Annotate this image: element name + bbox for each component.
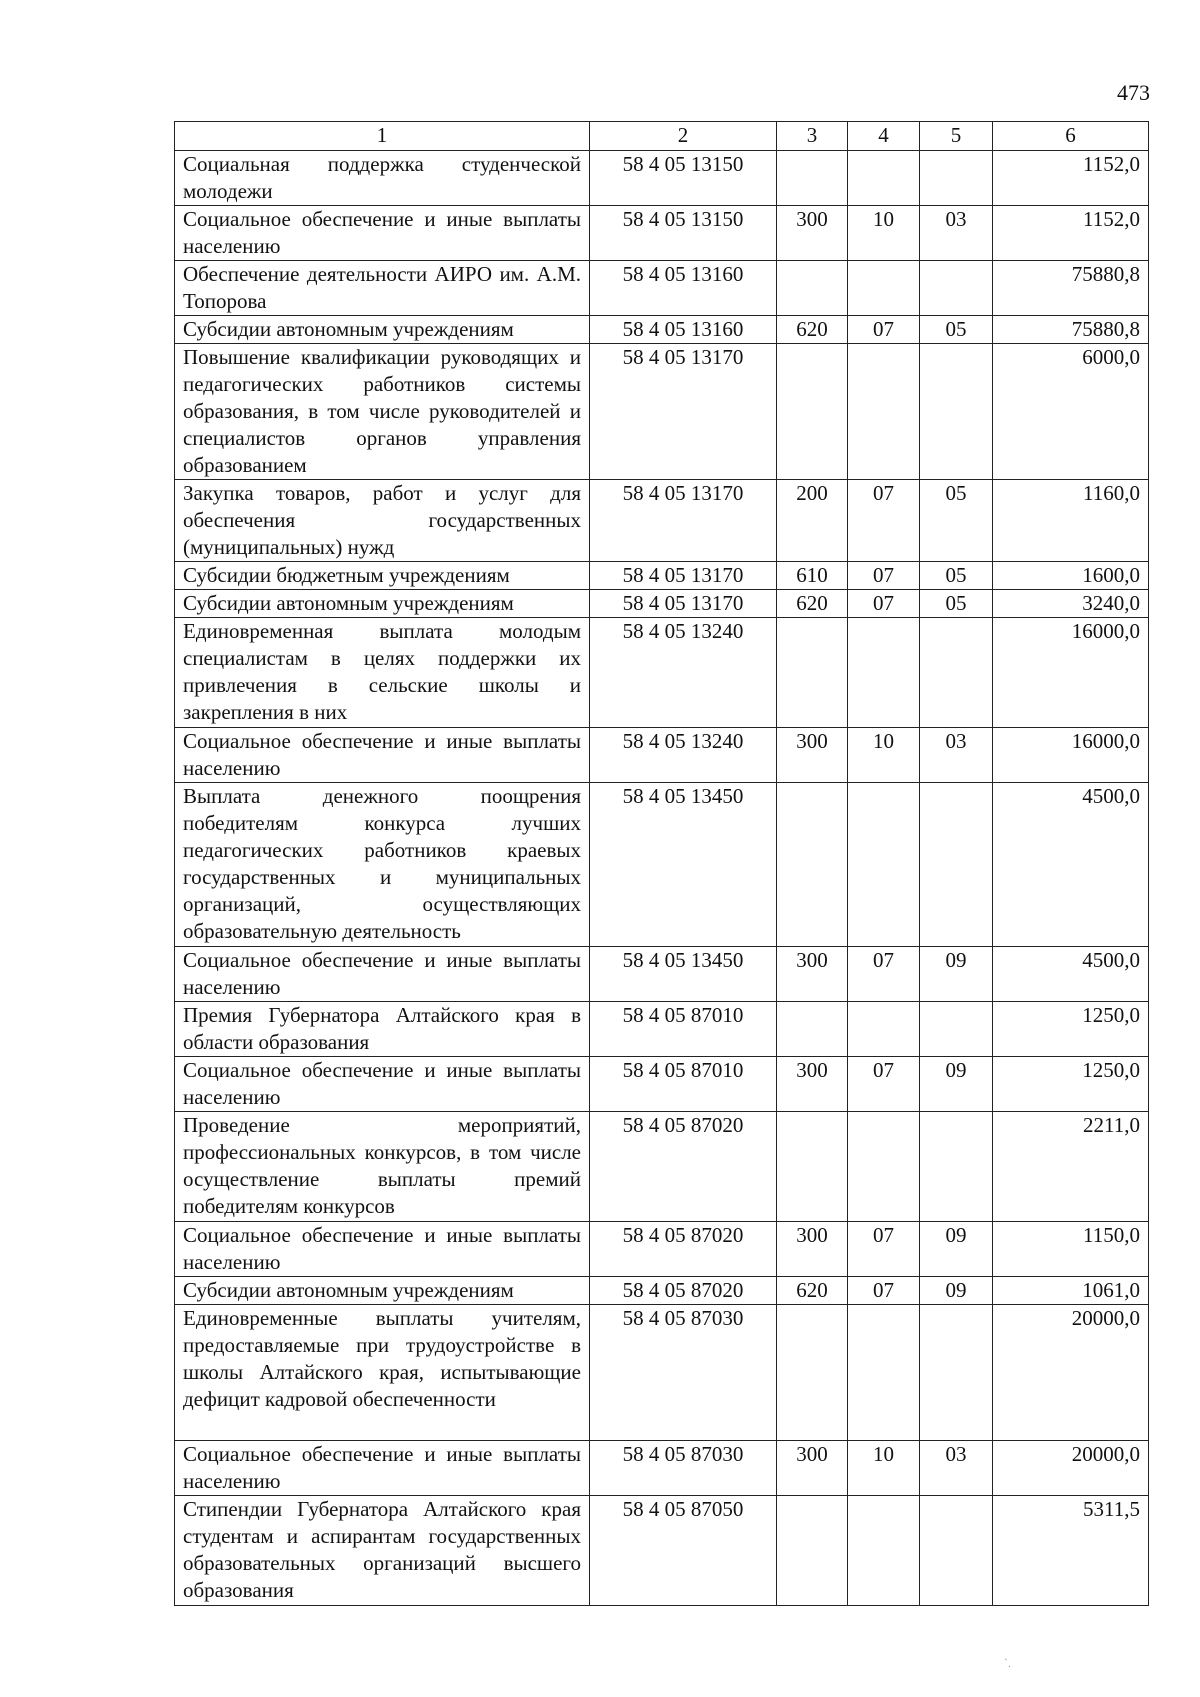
column-header: 3 [777,122,848,151]
cell-expense-type: 300 [777,1057,848,1112]
cell-expense-type: 300 [777,1222,848,1277]
cell-subsection [920,344,993,480]
cell-target-code: 58 4 05 87030 [590,1441,777,1496]
cell-item-name: Социальное обеспечение и иные выплаты населению [175,1441,590,1496]
cell-subsection [920,783,993,947]
cell-subsection: 05 [920,480,993,562]
cell-amount: 4500,0 [993,783,1149,947]
cell-section [848,151,920,206]
cell-target-code: 58 4 05 13450 [590,783,777,947]
cell-target-code: 58 4 05 13160 [590,261,777,316]
cell-item-name: Единовременные выплаты учителям, предоставляемые при трудоустройстве в школы Алтайского края, испытывающие дефицит кадровой обеспеченности [175,1305,590,1441]
cell-subsection [920,618,993,728]
cell-expense-type: 620 [777,316,848,344]
table-row [175,151,1149,206]
cell-amount: 1152,0 [993,151,1149,206]
cell-target-code: 58 4 05 87020 [590,1112,777,1222]
cell-section [848,261,920,316]
table-row [175,206,1149,261]
cell-item-name: Обеспечение деятельности АИРО им. А.М. Топорова [175,261,590,316]
cell-amount: 1152,0 [993,206,1149,261]
cell-subsection: 05 [920,316,993,344]
cell-expense-type: 300 [777,206,848,261]
cell-target-code: 58 4 05 13170 [590,344,777,480]
cell-expense-type [777,1496,848,1606]
cell-target-code: 58 4 05 87050 [590,1496,777,1606]
cell-subsection [920,1305,993,1441]
table-row [175,1112,1149,1222]
cell-target-code: 58 4 05 87010 [590,1057,777,1112]
table-row [175,562,1149,590]
budget-table [174,121,1149,1606]
cell-amount: 16000,0 [993,618,1149,728]
cell-amount: 5311,5 [993,1496,1149,1606]
table-row [175,618,1149,728]
cell-section [848,1112,920,1222]
cell-section [848,783,920,947]
table-row [175,1305,1149,1441]
cell-section: 10 [848,206,920,261]
cell-expense-type: 300 [777,947,848,1002]
cell-item-name: Субсидии автономным учреждениям [175,1277,590,1305]
cell-section: 07 [848,1277,920,1305]
table-row [175,1057,1149,1112]
cell-subsection [920,1112,993,1222]
table-row [175,480,1149,562]
cell-subsection: 03 [920,728,993,783]
cell-expense-type [777,618,848,728]
cell-item-name: Субсидии автономным учреждениям [175,590,590,618]
cell-target-code: 58 4 05 13150 [590,151,777,206]
column-header: 4 [848,122,920,151]
cell-expense-type [777,261,848,316]
cell-item-name: Выплата денежного поощрения победителям конкурса лучших педагогических работников краевых государственных и муниципальных организаций, осуществляющих образовательную деятельность [175,783,590,947]
cell-expense-type [777,1112,848,1222]
cell-target-code: 58 4 05 87020 [590,1277,777,1305]
cell-expense-type [777,1002,848,1057]
cell-item-name: Социальное обеспечение и иные выплаты населению [175,728,590,783]
table-row [175,1222,1149,1277]
cell-subsection [920,1002,993,1057]
cell-amount: 4500,0 [993,947,1149,1002]
table-row [175,1496,1149,1606]
cell-item-name: Закупка товаров, работ и услуг для обеспечения государственных (муниципальных) нужд [175,480,590,562]
cell-target-code: 58 4 05 13150 [590,206,777,261]
table-row [175,316,1149,344]
cell-expense-type: 300 [777,1441,848,1496]
cell-item-name: Социальное обеспечение и иные выплаты населению [175,1057,590,1112]
cell-item-name: Социальное обеспечение и иные выплаты населению [175,947,590,1002]
cell-section [848,1496,920,1606]
cell-amount: 16000,0 [993,728,1149,783]
column-header: 6 [993,122,1149,151]
cell-amount: 1150,0 [993,1222,1149,1277]
cell-amount: 20000,0 [993,1305,1149,1441]
cell-target-code: 58 4 05 13240 [590,728,777,783]
cell-item-name: Субсидии бюджетным учреждениям [175,562,590,590]
cell-expense-type: 610 [777,562,848,590]
cell-subsection: 09 [920,1057,993,1112]
cell-target-code: 58 4 05 13240 [590,618,777,728]
cell-subsection: 09 [920,947,993,1002]
cell-amount: 1600,0 [993,562,1149,590]
cell-expense-type: 300 [777,728,848,783]
table-header-row [175,122,1149,151]
table-row [175,947,1149,1002]
cell-target-code: 58 4 05 13160 [590,316,777,344]
cell-section: 07 [848,947,920,1002]
cell-expense-type [777,1305,848,1441]
table-row [175,1277,1149,1305]
table-row [175,344,1149,480]
cell-expense-type [777,783,848,947]
cell-item-name: Социальная поддержка студенческой молодежи [175,151,590,206]
column-header: 5 [920,122,993,151]
cell-amount: 20000,0 [993,1441,1149,1496]
cell-section: 07 [848,480,920,562]
cell-section: 10 [848,728,920,783]
table-row [175,728,1149,783]
table-row [175,1441,1149,1496]
cell-item-name: Субсидии автономным учреждениям [175,316,590,344]
cell-amount: 1160,0 [993,480,1149,562]
cell-subsection: 03 [920,206,993,261]
cell-amount: 1250,0 [993,1002,1149,1057]
cell-target-code: 58 4 05 13170 [590,562,777,590]
cell-subsection: 05 [920,590,993,618]
cell-target-code: 58 4 05 87010 [590,1002,777,1057]
cell-amount: 6000,0 [993,344,1149,480]
table-row [175,590,1149,618]
cell-section [848,618,920,728]
cell-subsection: 03 [920,1441,993,1496]
cell-expense-type [777,344,848,480]
cell-target-code: 58 4 05 87030 [590,1305,777,1441]
cell-subsection [920,151,993,206]
cell-section [848,1305,920,1441]
cell-subsection [920,1496,993,1606]
cell-section: 07 [848,562,920,590]
cell-item-name: Премия Губернатора Алтайского края в области образования [175,1002,590,1057]
cell-item-name: Социальное обеспечение и иные выплаты населению [175,206,590,261]
cell-section [848,344,920,480]
cell-section: 07 [848,1222,920,1277]
cell-section: 07 [848,590,920,618]
cell-item-name: Социальное обеспечение и иные выплаты населению [175,1222,590,1277]
cell-amount: 1250,0 [993,1057,1149,1112]
cell-section: 07 [848,316,920,344]
cell-target-code: 58 4 05 13170 [590,480,777,562]
cell-subsection: 09 [920,1277,993,1305]
cell-expense-type: 620 [777,1277,848,1305]
cell-amount: 75880,8 [993,261,1149,316]
cell-item-name: Стипендии Губернатора Алтайского края студентам и аспирантам государственных образовательных организаций высшего образования [175,1496,590,1606]
table-row [175,261,1149,316]
cell-amount: 3240,0 [993,590,1149,618]
cell-amount: 1061,0 [993,1277,1149,1305]
cell-amount: 75880,8 [993,316,1149,344]
cell-amount: 2211,0 [993,1112,1149,1222]
cell-subsection [920,261,993,316]
table-row [175,783,1149,947]
table-row [175,1002,1149,1057]
cell-expense-type [777,151,848,206]
column-header: 2 [590,122,777,151]
cell-expense-type: 620 [777,590,848,618]
cell-item-name: Проведение мероприятий, профессиональных конкурсов, в том числе осуществление выплаты премий победителям конкурсов [175,1112,590,1222]
cell-target-code: 58 4 05 13170 [590,590,777,618]
column-header: 1 [175,122,590,151]
cell-item-name: Единовременная выплата молодым специалистам в целях поддержки их привлечения в сельские школы и закрепления в них [175,618,590,728]
cell-section: 07 [848,1057,920,1112]
cell-section: 10 [848,1441,920,1496]
cell-expense-type: 200 [777,480,848,562]
cell-item-name: Повышение квалификации руководящих и педагогических работников системы образования, в том числе руководителей и специалистов органов управления образованием [175,344,590,480]
cell-section [848,1002,920,1057]
cell-target-code: 58 4 05 87020 [590,1222,777,1277]
page-number: 473 [1117,80,1150,105]
cell-target-code: 58 4 05 13450 [590,947,777,1002]
cell-subsection: 09 [920,1222,993,1277]
cell-subsection: 05 [920,562,993,590]
scan-mark: `. [1004,1656,1011,1670]
